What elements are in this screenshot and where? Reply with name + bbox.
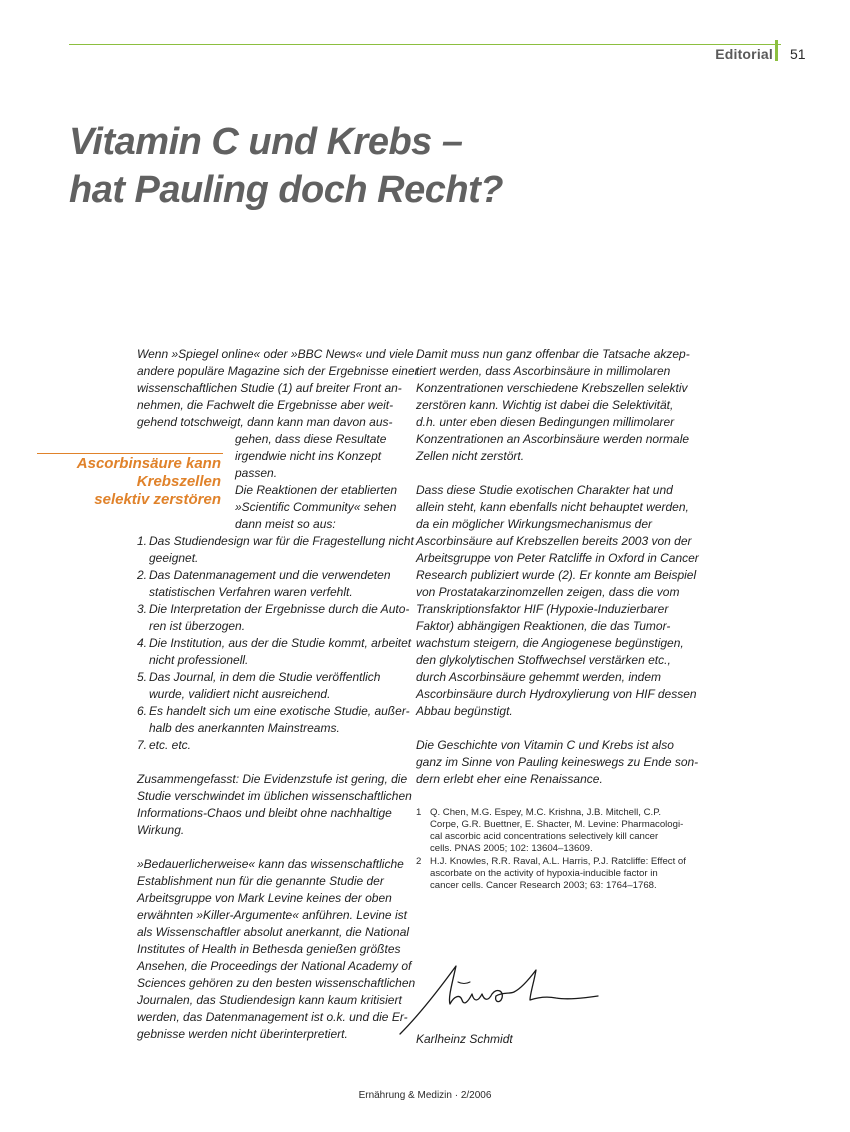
text-line: dann meist so aus: [235, 517, 336, 531]
text-line: ganz im Sinne von Pauling keineswegs zu Ende son- [416, 755, 699, 769]
reference-item [416, 807, 686, 855]
list-text: halb des anerkannten Mainstreams. [149, 721, 340, 735]
text-line: wachstum steigern, die Angiogenese begünstigen, [416, 636, 684, 650]
text-line: Ascorbinsäure durch Hydroxylierung von HIF dessen [416, 687, 697, 701]
list-item [137, 703, 410, 720]
list-text: geeignet. [149, 551, 199, 565]
page-number: 51 [790, 46, 806, 62]
title-line: hat Pauling doch Recht? [69, 169, 503, 211]
text-line: Konzentrationen verschiedene Krebszellen selektiv [416, 381, 688, 395]
list-item [137, 533, 414, 550]
paragraph-gap [137, 754, 399, 771]
header-rule [69, 44, 781, 45]
text-line: Dass diese Studie exotischen Charakter hat und [416, 483, 673, 497]
text-line: Ansehen, die Proceedings der National Academy of [137, 959, 412, 973]
list-text: Das Studiendesign war für die Fragestellung nicht [149, 534, 414, 548]
text-line: Establishment nun für die genannte Studie der [137, 874, 384, 888]
list-text: Die Interpretation der Ergebnisse durch die Auto- [149, 602, 410, 616]
list-text: Es handelt sich um eine exotische Studie, außer- [149, 704, 410, 718]
list-text: nicht professionell. [149, 653, 249, 667]
references-list [416, 807, 686, 893]
reference-item [416, 856, 686, 892]
text-line: Studie verschwindet im üblichen wissenschaftlichen [137, 789, 412, 803]
list-text: Das Datenmanagement und die verwendeten [149, 568, 391, 582]
reference-line: Corpe, G.R. Buettner, E. Shacter, M. Levine: Pharmacologi- [430, 819, 684, 830]
text-line: den glykolytischen Stoffwechsel verstärken etc., [416, 653, 671, 667]
list-number: 6. [137, 704, 148, 718]
list-number: 2. [137, 568, 148, 582]
list-text: Das Journal, in dem die Studie veröffentlich [149, 670, 381, 684]
list-number: 3. [137, 602, 148, 616]
paragraph-gap [416, 720, 682, 737]
text-line: Zellen nicht zerstört. [416, 449, 525, 463]
text-line: passen. [235, 466, 278, 480]
text-line: Journalen, das Studiendesign kann kaum kritisiert [137, 993, 402, 1007]
list-text: ren ist überzogen. [149, 619, 246, 633]
list-item [137, 635, 412, 652]
text-line: »Bedauerlicherweise« kann das wissenschaftliche [137, 857, 404, 871]
text-line: d.h. unter eben diesen Bedingungen millimolarer [416, 415, 675, 429]
text-line: da ein möglicher Wirkungsmechanismus der [416, 517, 652, 531]
text-line: wissenschaftlichen Studie (1) auf breiter Front an- [137, 381, 402, 395]
text-line: Sciences gehören zu den besten wissenschaftlichen [137, 976, 416, 990]
text-line: Informations-Chaos und bleibt ohne nachhaltige [137, 806, 392, 820]
text-line: Die Reaktionen der etablierten [235, 483, 398, 497]
text-line: Institutes of Health in Bethesda genießen größtes [137, 942, 401, 956]
list-item [137, 567, 399, 584]
text-line: von Prostatakarzinomzellen zeigen, dass die vom [416, 585, 680, 599]
list-number: 5. [137, 670, 148, 684]
title-line: Vitamin C und Krebs – [69, 121, 463, 163]
text-line: Ascorbinsäure auf Krebszellen bereits 2003 von der [416, 534, 692, 548]
text-line: Wenn »Spiegel online« oder »BBC News« und viele [137, 347, 414, 361]
section-label: Editorial [715, 46, 773, 62]
list-text: wurde, validiert nicht ausreichend. [149, 687, 331, 701]
list-text: etc. etc. [149, 738, 192, 752]
text-line: nehmen, die Fachwelt die Ergebnisse aber weit- [137, 398, 394, 412]
list-item [137, 601, 410, 618]
text-line: Research publiziert wurde (2). Er konnte am Beispiel [416, 568, 697, 582]
list-item [137, 669, 399, 686]
text-line: dern erlebt eher eine Renaissance. [416, 772, 603, 786]
list-number: 1. [137, 534, 148, 548]
reference-line: H.J. Knowles, R.R. Raval, A.L. Harris, P.J. Ratcliffe: Effect of [430, 856, 686, 867]
text-line: als Wissenschaftler absolut anerkannt, die National [137, 925, 410, 939]
left-text-column [137, 346, 419, 1043]
text-line: allein steht, kann ebenfalls nicht behauptet werden, [416, 500, 689, 514]
text-line: Damit muss nun ganz offenbar die Tatsache akzep- [416, 347, 690, 361]
paragraph-gap [416, 465, 682, 482]
text-line: gehen, dass diese Resultate [235, 432, 387, 446]
text-line: Wirkung. [137, 823, 185, 837]
pull-quote-line: Krebszellen [136, 473, 221, 490]
text-line: »Scientific Community« sehen [235, 500, 397, 514]
text-line: Abbau begünstigt. [416, 704, 513, 718]
list-text: Die Institution, aus der die Studie kommt, arbeitet [149, 636, 412, 650]
text-line: gehend totschweigt, dann kann man davon aus- [137, 415, 393, 429]
reference-number: 2 [416, 856, 422, 867]
reference-line: cal ascorbic acid concentrations selectively kill cancer [430, 831, 659, 842]
text-line: andere populäre Magazine sich der Ergebnisse einer [137, 364, 419, 378]
text-line: irgendwie nicht ins Konzept [235, 449, 382, 463]
text-line: zerstören kann. Wichtig ist dabei die Selektivität, [416, 398, 674, 412]
reference-line: cancer cells. Cancer Research 2003; 63: 1764–1768. [430, 880, 657, 891]
list-text: statistischen Verfahren waren verfehlt. [149, 585, 353, 599]
text-line: erwähnten »Killer-Argumente« anführen. Levine ist [137, 908, 407, 922]
right-text-column [416, 346, 699, 788]
pull-quote-line: Ascorbinsäure kann [76, 455, 221, 472]
text-line: durch Ascorbinsäure gehemmt werden, indem [416, 670, 662, 684]
page-title [69, 118, 503, 214]
reference-number: 1 [416, 807, 422, 818]
paragraph-gap [137, 839, 399, 856]
reference-line: ascorbate on the activity of hypoxia-inducible factor in [430, 868, 658, 879]
text-line: Zusammengefasst: Die Evidenzstufe ist gering, die [137, 772, 408, 786]
page-footer: Ernährung & Medizin · 2/2006 [358, 1090, 492, 1101]
list-number: 7. [137, 738, 148, 752]
text-line: Konzentrationen an Ascorbinsäure werden normale [416, 432, 690, 446]
reference-line: cells. PNAS 2005; 102: 13604–13609. [430, 843, 593, 854]
text-line: gebnisse werden nicht überinterpretiert. [137, 1027, 348, 1041]
section-marker-bar [775, 40, 778, 61]
pull-quote-line: selektiv zerstören [94, 491, 221, 508]
text-line: Faktor) abhängigen Reaktionen, die das Tumor- [416, 619, 671, 633]
list-item [137, 737, 399, 754]
text-line: Transkriptionsfaktor HIF (Hypoxie-Induzierbarer [416, 602, 669, 616]
text-line: Arbeitsgruppe von Mark Levine keines der oben [137, 891, 392, 905]
text-line: Arbeitsgruppe von Peter Ratcliffe in Oxford in Cancer [416, 551, 699, 565]
text-line: tiert werden, dass Ascorbinsäure in millimolaren [416, 364, 671, 378]
text-line: werden, das Datenmanagement ist o.k. und die Er- [137, 1010, 408, 1024]
reference-line: Q. Chen, M.G. Espey, M.C. Krishna, J.B. Mitchell, C.P. [430, 807, 662, 818]
text-line: Die Geschichte von Vitamin C und Krebs ist also [416, 738, 674, 752]
author-name: Karlheinz Schmidt [416, 1032, 513, 1046]
list-number: 4. [137, 636, 148, 650]
handwritten-signature [398, 958, 602, 1038]
